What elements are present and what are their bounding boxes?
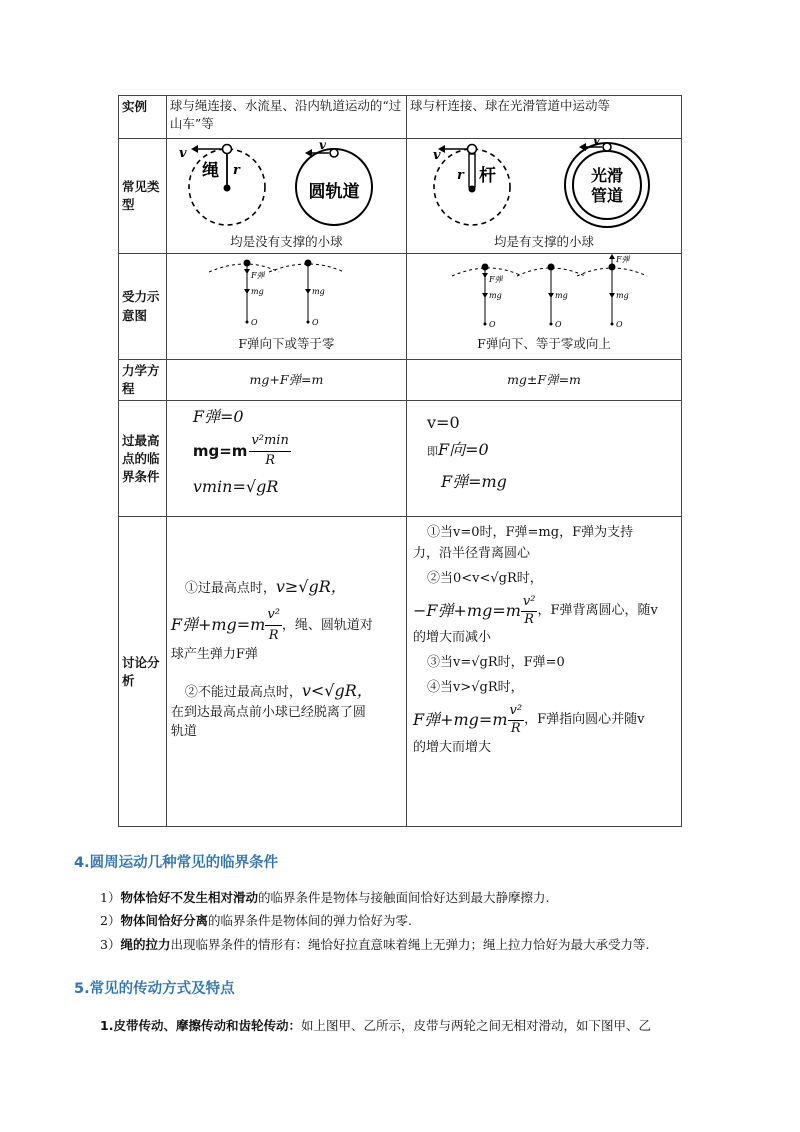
row-label-types: 常见类型 [119,139,167,254]
discussion-left-cell [166,517,406,827]
section4-item-1: 1）物体恰好不发生相对滑动的临界条件是物体与接触面间恰好达到最大静摩擦力. [100,890,550,905]
svg-text:r: r [457,168,464,183]
svg-text:v: v [319,139,327,152]
section4-heading: 4.圆周运动几种常见的临界条件 [74,855,279,871]
svg-text:管道: 管道 [590,186,624,205]
disc-left-p1: ①过最高点时，v≥√gR， [184,577,347,597]
svg-text:光滑: 光滑 [590,166,624,185]
disc-right-eq1: −F弹+mg=m v² R ，F弹背离圆心，随v [413,593,658,627]
force-right-caption: F弹向下、等于零或向上 [477,336,611,352]
svg-text:v: v [593,139,600,147]
section4-item-3: 3）绳的拉力出现临界条件的情形有：绳恰好拉直意味着绳上无弹力；绳上拉力恰好为最大承受力等. [100,937,650,952]
svg-text:F弹: F弹 [251,271,265,280]
row-label-example: 实例 [119,96,167,139]
svg-text:圆轨道: 圆轨道 [308,182,360,202]
disc-right-p1: ①当v=0时，F弹=mg，F弹为支持 [427,525,634,541]
svg-text:F弹: F弹 [616,255,630,264]
svg-text:mg: mg [489,291,502,300]
svg-text:r: r [233,163,241,178]
force-left-caption: F弹向下或等于零 [238,336,335,352]
disc-right-p6: ③当v=√gR时，F弹=0 [427,655,565,671]
disc-left-p6: 轨道 [170,724,197,740]
disc-left-eq: F弹+mg=m v² R ，绳、圆轨道对 [170,607,373,643]
critical-right-fmg: F弹=mg [441,471,507,491]
types-left-caption: 均是没有支撑的小球 [230,234,343,250]
force-right-cell [407,254,682,360]
disc-right-p9: 的增大而增大 [413,739,492,755]
critical-right-fn: 即F向=0 [427,440,489,460]
svg-text:v: v [179,146,187,161]
types-left-cell [166,139,406,254]
disc-right-eq2: F弹+mg=m v² R ，F弹指向圆心并随v [413,702,645,736]
rope-track-figure [169,139,403,231]
rod-tube-figure [407,139,681,231]
critical-left-cell [166,401,406,517]
comparison-table [118,95,682,827]
svg-text:mg: mg [616,291,629,300]
example-right: 球与杆连接、球在光滑管道中运动等 [407,96,682,139]
svg-text:v: v [433,148,441,163]
svg-text:mg: mg [555,291,568,300]
force-left-cell [166,254,406,360]
disc-right-p7: ④当v>√gR时， [427,680,524,696]
section5-heading: 5.常见的传动方式及特点 [74,981,235,997]
svg-text:mg: mg [251,287,265,296]
svg-text:F弹: F弹 [489,275,503,284]
force-diagram-left [169,254,403,330]
types-right-caption: 均是有支撑的小球 [493,234,594,250]
row-label-equation: 力学方程 [119,360,167,401]
svg-text:O: O [312,318,319,327]
row-label-force: 受力示意图 [119,254,167,360]
row-label-discussion: 讨论分析 [119,517,167,827]
types-right-cell [407,139,682,254]
discussion-right-cell [407,517,682,827]
row-label-critical: 过最高点的临界条件 [119,401,167,517]
disc-left-p3: 球产生弹力F弹 [170,647,258,663]
critical-left-mg: mg=m v²min R [193,432,406,471]
disc-left-p4: ②不能过最高点时，v<√gR， [184,680,373,700]
critical-left-f: F弹=0 [192,407,244,427]
svg-text:杆: 杆 [479,166,496,186]
disc-right-p5: 的增大而减小 [413,630,492,646]
force-diagram-right [407,254,681,330]
disc-left-p5: 在到达最高点前小球已经脱离了圆 [170,704,366,720]
svg-text:O: O [616,320,623,329]
disc-right-p3: ②当0<v<√gR时， [427,570,543,586]
svg-text:mg: mg [312,287,326,296]
section4-item-2: 2）物体间恰好分离的临界条件是物体间的弹力恰好为零. [100,913,412,928]
svg-text:O: O [555,320,562,329]
critical-right-v: v=0 [427,413,460,433]
section5-paragraph: 1.皮带传动、摩擦传动和齿轮传动：如上图甲、乙所示，皮带与两轮之间无相对滑动，如下图甲、乙 [100,1018,651,1033]
equation-left: mg+F弹=m [166,360,406,401]
svg-text:绳: 绳 [202,161,220,181]
example-left: 球与绳连接、水流星、沿内轨道运动的“过山车”等 [166,96,406,139]
critical-right-cell [407,401,682,517]
critical-left-fraction: v²min R [251,433,289,469]
svg-text:O: O [489,320,496,329]
disc-right-p2: 力，沿半径背离圆心 [413,546,531,562]
svg-text:O: O [251,318,258,327]
equation-right: mg±F弹=m [407,360,682,401]
critical-left-vmin: vmin=√gR [192,477,279,497]
